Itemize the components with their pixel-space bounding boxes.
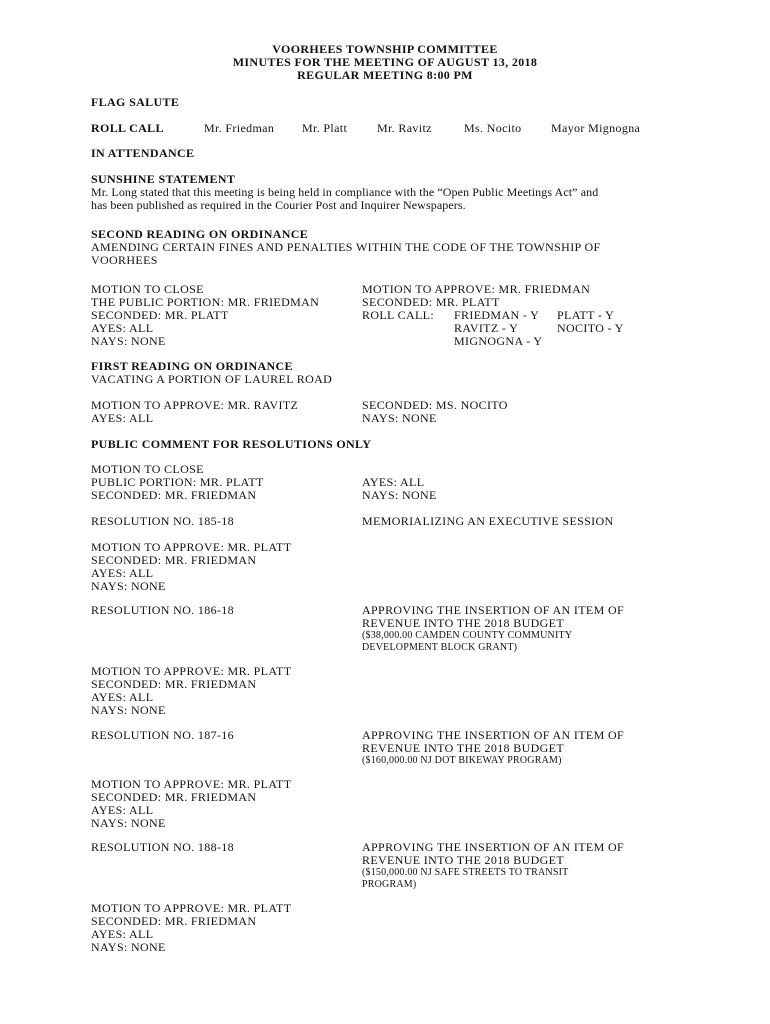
resolution-title: REVENUE INTO THE 2018 BUDGET [362,853,565,867]
resolution-number: RESOLUTION NO. 188-18 [91,840,235,854]
motion-line: NAYS: NONE [91,703,166,717]
motion-line: AYES: ALL [362,475,425,489]
ordinance-title: VOORHEES [91,253,158,267]
motion-line: MOTION TO APPROVE: MR. PLATT [91,540,292,554]
second-reading-heading: SECOND READING ON ORDINANCE [91,227,309,241]
roll-call-member: Mayor Mignogna [551,121,641,135]
motion-line: SECONDED: MR. PLATT [91,308,229,322]
vote: RAVITZ - Y [454,321,519,335]
motion-line: SECONDED: MR. FRIEDMAN [91,790,257,804]
motion-line: AYES: ALL [91,690,154,704]
resolution-title: APPROVING THE INSERTION OF AN ITEM OF [362,840,625,854]
roll-call-member: Mr. Platt [302,121,348,135]
vote: FRIEDMAN - Y [454,308,540,322]
motion-line: PUBLIC PORTION: MR. PLATT [91,475,264,489]
motion-line: AYES: ALL [91,803,154,817]
vote: PLATT - Y [557,308,615,322]
vote: MIGNOGNA - Y [454,334,543,348]
roll-call-label: ROLL CALL [91,121,164,135]
motion-line: AYES: ALL [91,321,154,335]
resolution-detail: DEVELOPMENT BLOCK GRANT) [362,642,518,653]
in-attendance-heading: IN ATTENDANCE [91,146,195,160]
roll-call-member: Mr. Ravitz [377,121,432,135]
motion-line: SECONDED: MR. PLATT [362,295,500,309]
motion-line: AYES: ALL [91,927,154,941]
public-comment-heading: PUBLIC COMMENT FOR RESOLUTIONS ONLY [91,437,372,451]
motion-line: MOTION TO CLOSE [91,282,204,296]
roll-call-member: Mr. Friedman [204,121,275,135]
motion-line: NAYS: NONE [91,816,166,830]
motion-line: AYES: ALL [91,566,154,580]
flag-salute-heading: FLAG SALUTE [91,95,180,109]
motion-line: MOTION TO APPROVE: MR. RAVITZ [91,398,299,412]
motion-line: MOTION TO CLOSE [91,462,204,476]
resolution-detail: ($150,000.00 NJ SAFE STREETS TO TRANSIT [362,867,569,878]
roll-call-vote-label: ROLL CALL: [362,308,435,322]
motion-line: MOTION TO APPROVE: MR. PLATT [91,901,292,915]
sunshine-text: Mr. Long stated that this meeting is being held in compliance with the “Open Public Meetings Act” and [91,185,599,199]
resolution-detail: ($160,000.00 NJ DOT BIKEWAY PROGRAM) [362,755,562,766]
header-meeting-time: REGULAR MEETING 8:00 PM [297,68,473,82]
header-minutes-date: MINUTES FOR THE MEETING OF AUGUST 13, 2018 [232,55,538,69]
resolution-title: REVENUE INTO THE 2018 BUDGET [362,741,565,755]
motion-line: THE PUBLIC PORTION: MR. FRIEDMAN [91,295,320,309]
motion-line: SECONDED: MR. FRIEDMAN [91,677,257,691]
ordinance-title: VACATING A PORTION OF LAUREL ROAD [91,372,333,386]
motion-line: AYES: ALL [91,411,154,425]
motion-line: SECONDED: MR. FRIEDMAN [91,488,257,502]
motion-line: SECONDED: MR. FRIEDMAN [91,553,257,567]
resolution-number: RESOLUTION NO. 186-18 [91,603,235,617]
motion-line: NAYS: NONE [362,488,437,502]
header-title: VOORHEES TOWNSHIP COMMITTEE [272,42,498,56]
vote: NOCITO - Y [557,321,624,335]
sunshine-heading: SUNSHINE STATEMENT [91,172,236,186]
resolution-number: RESOLUTION NO. 187-16 [91,728,235,742]
motion-line: SECONDED: MS. NOCITO [362,398,508,412]
resolution-detail: PROGRAM) [362,879,417,890]
roll-call-member: Ms. Nocito [464,121,522,135]
motion-line: MOTION TO APPROVE: MR. PLATT [91,777,292,791]
resolution-title: APPROVING THE INSERTION OF AN ITEM OF [362,603,625,617]
motion-line: NAYS: NONE [91,334,166,348]
sunshine-text: has been published as required in the Courier Post and Inquirer Newspapers. [91,198,466,212]
ordinance-title: AMENDING CERTAIN FINES AND PENALTIES WITHIN THE CODE OF THE TOWNSHIP OF [91,240,601,254]
first-reading-heading: FIRST READING ON ORDINANCE [91,359,293,373]
motion-line: NAYS: NONE [91,940,166,954]
motion-line: NAYS: NONE [91,579,166,593]
resolution-title: MEMORIALIZING AN EXECUTIVE SESSION [362,514,614,528]
resolution-detail: ($38,000.00 CAMDEN COUNTY COMMUNITY [362,630,573,641]
resolution-title: APPROVING THE INSERTION OF AN ITEM OF [362,728,625,742]
resolution-number: RESOLUTION NO. 185-18 [91,514,235,528]
motion-line: SECONDED: MR. FRIEDMAN [91,914,257,928]
motion-line: MOTION TO APPROVE: MR. FRIEDMAN [362,282,591,296]
resolution-title: REVENUE INTO THE 2018 BUDGET [362,616,565,630]
motion-line: MOTION TO APPROVE: MR. PLATT [91,664,292,678]
motion-line: NAYS: NONE [362,411,437,425]
